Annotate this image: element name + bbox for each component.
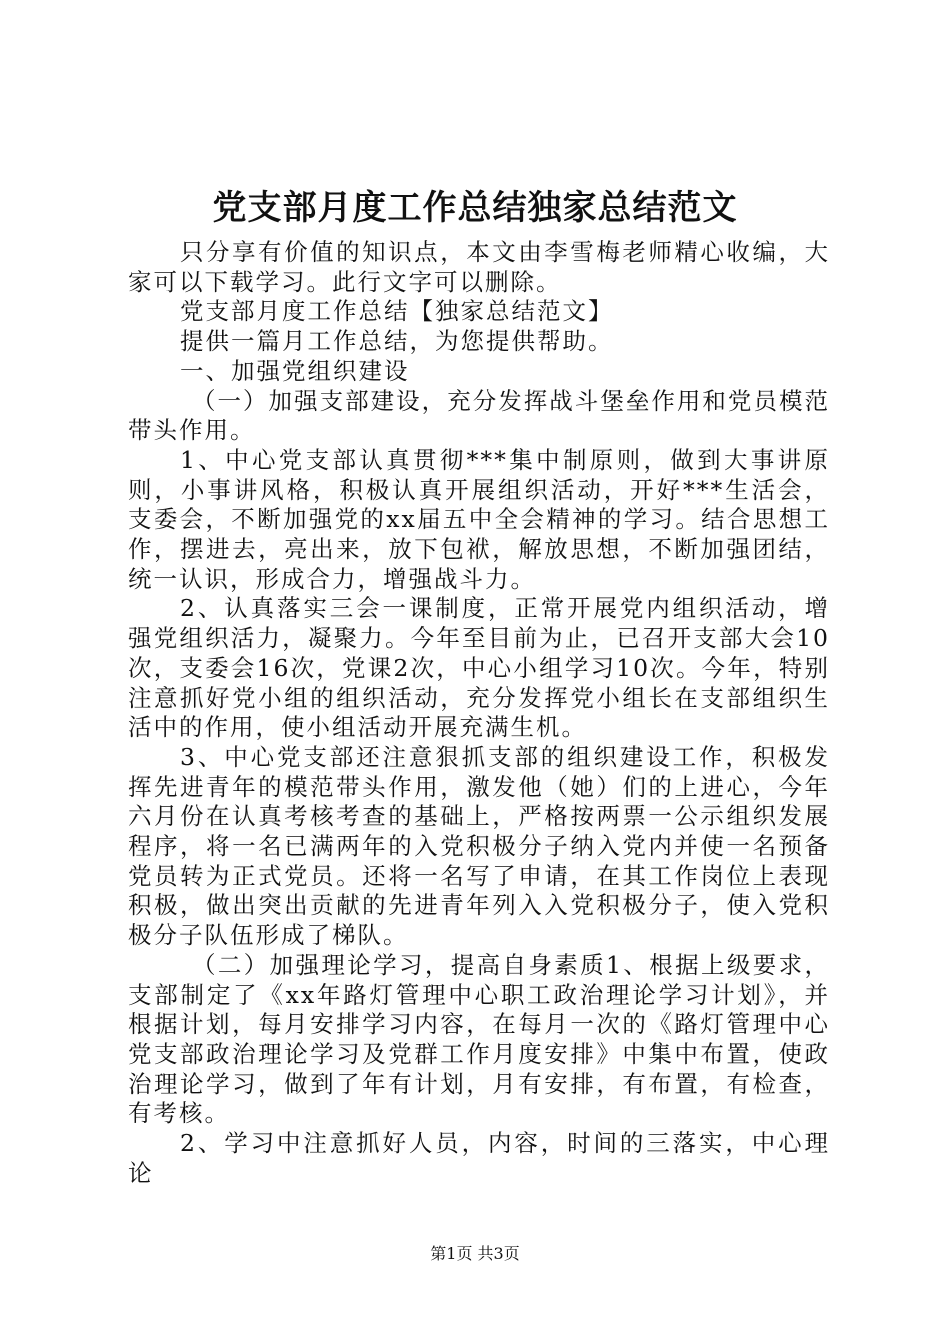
subsection-heading-1: （一）加强支部建设，充分发挥战斗堡垒作用和党员模范带头作用。 bbox=[128, 386, 830, 445]
section-heading: 一、加强党组织建设 bbox=[180, 356, 410, 385]
document-body bbox=[128, 238, 830, 1189]
document-title: 党支部月度工作总结独家总结范文 bbox=[212, 188, 738, 228]
intro-note: 只分享有价值的知识点，本文由李雪梅老师精心收编，大家可以下载学习。此行文字可以删除。 bbox=[128, 238, 830, 296]
page-number-footer: 第1页 共3页 bbox=[430, 1244, 520, 1263]
body-paragraph-1: 1、中心党支部认真贯彻***集中制原则，做到大事讲原则，小事讲风格，积极认真开展组织活动，开好***生活会，支委会，不断加强党的xx届五中全会精神的学习。结合思想工作，摆进去，亮出来，放下包袱，解放思想，不断加强团结，统一认识，形成合力，增强战斗力。 bbox=[128, 445, 830, 593]
summary-line: 提供一篇月工作总结，为您提供帮助。 bbox=[180, 327, 614, 356]
subsection-heading-2: （二）加强理论学习，提高自身素质1、根据上级要求，支部制定了《xx年路灯管理中心职工政治理论学习计划》，并根据计划，每月安排学习内容，在每月一次的《路灯管理中心党支部政治理论学习及党群工作月度安排》中集中布置，使政治理论学习，做到了年有计划，月有安排，有布置，有检查，有考核。 bbox=[128, 950, 830, 1128]
body-paragraph-4: 2、学习中注意抓好人员，内容，时间的三落实，中心理论 bbox=[128, 1129, 830, 1187]
body-paragraph-3: 3、中心党支部还注意狠抓支部的组织建设工作，积极发挥先进青年的模范带头作用，激发他（她）们的上进心，今年六月份在认真考核考查的基础上，严格按两票一公示组织发展程序，将一名已满两年的入党积极分子纳入党内并使一名预备党员转为正式党员。还将一名写了申请，在其工作岗位上表现积极，做出突出贡献的先进青年列入入党积极分子，使入党积极分子队伍形成了梯队。 bbox=[128, 742, 830, 950]
body-paragraph-2: 2、认真落实三会一课制度，正常开展党内组织活动，增强党组织活力，凝聚力。今年至目前为止，已召开支部大会10次，支委会16次，党课2次，中心小组学习10次。今年，特别注意抓好党小组的组织活动，充分发挥党小组长在支部组织生活中的作用，使小组活动开展充满生机。 bbox=[128, 594, 830, 742]
subtitle-line: 党支部月度工作总结【独家总结范文】 bbox=[180, 297, 614, 326]
